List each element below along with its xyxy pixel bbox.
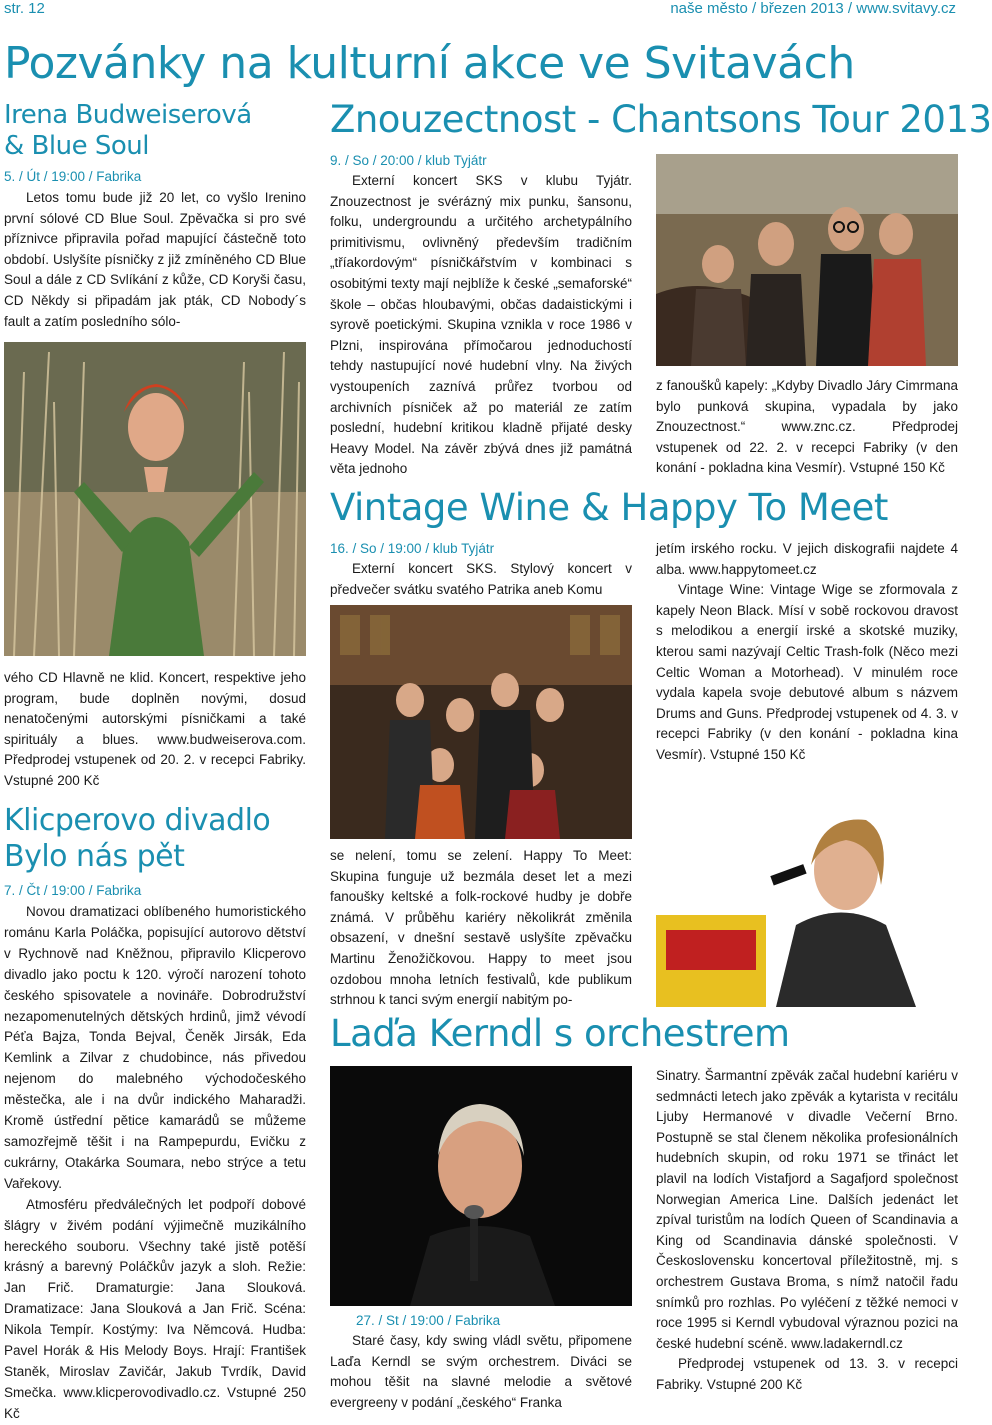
celtic-band-photo [330,605,632,839]
budweiserova-meta: 5. / Út / 19:00 / Fabrika [4,169,142,184]
page-number: str. 12 [4,0,45,17]
singer-in-reeds-photo [4,342,306,656]
znouzectnost-title: Znouzectnost - Chantsons Tour 2013 [330,98,992,141]
klicperovo-meta: 7. / Čt / 19:00 / Fabrika [4,883,142,898]
vintage-meta: 16. / So / 19:00 / klub Tyjátr [330,541,495,556]
budweiserova-text-bottom: vého CD Hlavně ne klid. Koncert, respektive jeho program, bude doplněn novými, dosud nenatočenými autorskými písničkami a také spirituály a blues. www.budweiserova.com. Předprodej vstupenek od 20. 2. v recepci Fabriky. Vstupné 200 Kč [4,670,306,788]
kerndl-text-right: Sinatry. Šarmantní zpěvák začal hudební kariéru v sedmnácti letech jako zpěvák a kytarista v recitálu Ljuby Hermanové v divadle Večerní Brno. Postupně se stal členem několika profesionálních hudebních skupin, od roku 1971 se třináct let plavil na lodích Vistafjord a Sagafjord společnost Norwegian America Line. Dalších jedenáct let zpíval turistům na lodích Queen of Scandinavia a King od Scandinavia dánské společnosti. V Československu koncertoval příležitostně, mj. s orchestrem Gustava Broma, s nímž natočil řadu snímků pro rozhlas. Po vyléčení z těžké nemoci v roce 1995 si Kerndl vybudoval výraznou pozici na české hudební scéně. www.ladakerndl.cz Předprodej vstupenek od 13. 3. v recepci Fabriky. Vstupné 200 Kč [656,1068,958,1392]
znouzectnost-text-right: z fanoušků kapely: „Kdyby Divadlo Járy Cimrmana bylo punková skupina, vypadala by jako Znouzectnost.“ www.znc.cz. Předprodej vstupenek od 22. 2. v recepci Fabriky (v den konání - pokladna kina Vesmír). Vstupné 150 Kč [656,378,958,476]
klicperovo-text: Novou dramatizaci oblíbeného humoristického románu Karla Poláčka, popisující autorovo dětství v Rychnově nad Kněžnou, připravilo Klicperovo divadlo jako poctu k 120. výročí narození tohoto českého spisovatele a novináře. Dobrodružství nezapomenutelných dětských hrdinů, jimž vévodí Péťa Bajza, Tonda Bejval, Čeněk Jirsák, Eda Kemlink a Zilvar z chudobince, nás přivedou nejenom do malebného východočeského městečka, ale i na dvůr indického Maharadži. Kromě ústřední pětice kamarádů se můžeme samozřejmě těšit i na Rampepurdu, Evičku z cukrárny, Otakárka Soumara, nebo strýce a tetu Vařekovy. Atmosféru předválečných let podpoří dobové šlágry v živém podání výjimečně muzikálního hereckého souboru. Všechny také jistě potěší krásný a barevný Poláčkův jazyk a sloh. Režie: Jan Frič. Dramaturgie: Jana Slouková. Dramatizace: Jana Slouková a Jan Frič. Scéna: Nikola Tempír. Kostýmy: Iva Němcová. Hudba: Pavel Horák & His Melody Boys. Hrají: František Staněk, Miroslav Zavičár, Jakub Tvrdík, David Smečka. www.klicperovodivadlo.cz. Vstupné 250 Kč [4,904,306,1421]
older-singer-photo [330,1066,632,1306]
vintage-text-bottom: se nelení, tomu se zelení. Happy To Meet: Skupina funguje už bezmála deset let a mezi fanoušky keltské a folk-rockové hudby je dobře známá. V průběhu kariéry několikrát změnila obsazení, v dnešní sestavě uslyšíte zpěvačku Martinu Ženožičkovou. Happy to meet jsou ozdobou mnoha letních festivalů, kde publikum strhnou k tanci svým energií nabitým po- [330,848,632,1008]
kerndl-meta: 27. / St / 19:00 / Fabrika [356,1313,501,1328]
znouzectnost-meta: 9. / So / 20:00 / klub Tyjátr [330,153,487,168]
budweiserova-title-2: & Blue Soul [4,131,149,161]
znouzectnost-text: Externí koncert SKS v klubu Tyjátr. Znouzectnost je svérázný mix punku, šansonu, folku, undergroundu a určitého archetypálního primitivismu, ovlivněný především tradičním „tříakordovým“ písničkářstvím v kombinaci s osobitými texty mají nejblíže k české „semaforské“ škole – občas hloubavými, občas dadaistickými i syrově poetickými. Skupina vznikla v roce 1986 v Plzni, inspirována přímočarou jednoduchostí tehdy nastupující nové hudební vlny. Na živých vystoupeních zaznívá průřez tvorbou od archivních písniček až po materiál ze zatím poslední, hudební kritikou kladně přijaté desky Heavy Model. Na závěr zbývá dnes již památná věta jednoho [330,173,632,477]
vintage-text-top: Externí koncert SKS. Stylový koncert v předvečer svátku svatého Patrika aneb Komu [330,561,632,597]
budweiserova-title-1: Irena Budweiserová [4,100,252,130]
issue-info: naše město / březen 2013 / www.svitavy.cz [670,0,956,17]
page-title: Pozvánky na kulturní akce ve Svitavách [4,38,855,89]
budweiserova-text-top: Letos tomu bude již 20 let, co vyšlo Irenino první sólové CD Blue Soul. Zpěvačka si pro své příznivce připravila pořad mapující částečně toto období. Uslyšíte písničky z již zmíněného CD Blue Soul a dále z CD Svlíkání z kůže, CD Koryši času, CD Někdy si připadám jak pták, CD Nobody´s fault a zatím posledního sólo- [4,190,306,329]
kerndl-text: Staré časy, kdy swing vládl světu, připomene Laďa Kerndl se svým orchestrem. Diváci se mohou těšit na slavné melodie a světové evergreeny v podání „českého“ Franka [330,1333,632,1410]
vintage-title: Vintage Wine & Happy To Meet [330,486,888,529]
klicperovo-title-2: Bylo nás pět [4,839,185,874]
kerndl-title: Laďa Kerndl s orchestrem [330,1012,790,1055]
vintage-text-right: jetím irského rocku. V jejich diskografii najdete 4 alba. www.happytomeet.cz Vintage Wine: Vintage Wige se zformovala z kapely Neon Black. Mísí v sobě rockovou dravost s melodikou a energií irské a skotské muziky, kterou sami nazývají Celtic Trash-folk (Něco mezi Celtic Woman a Motorhead). V minulém roce vydala kapela svoje debutové album s názvem Drums and Guns. Předprodej vstupenek od 4. 3. v recepci Fabriky (v den konání - pokladna kina Vesmír). Vstupné 150 Kč [656,541,958,762]
band-portrait-photo [656,154,958,366]
singer-with-microphone-photo [656,775,958,1007]
klicperovo-title-1: Klicperovo divadlo [4,803,271,838]
